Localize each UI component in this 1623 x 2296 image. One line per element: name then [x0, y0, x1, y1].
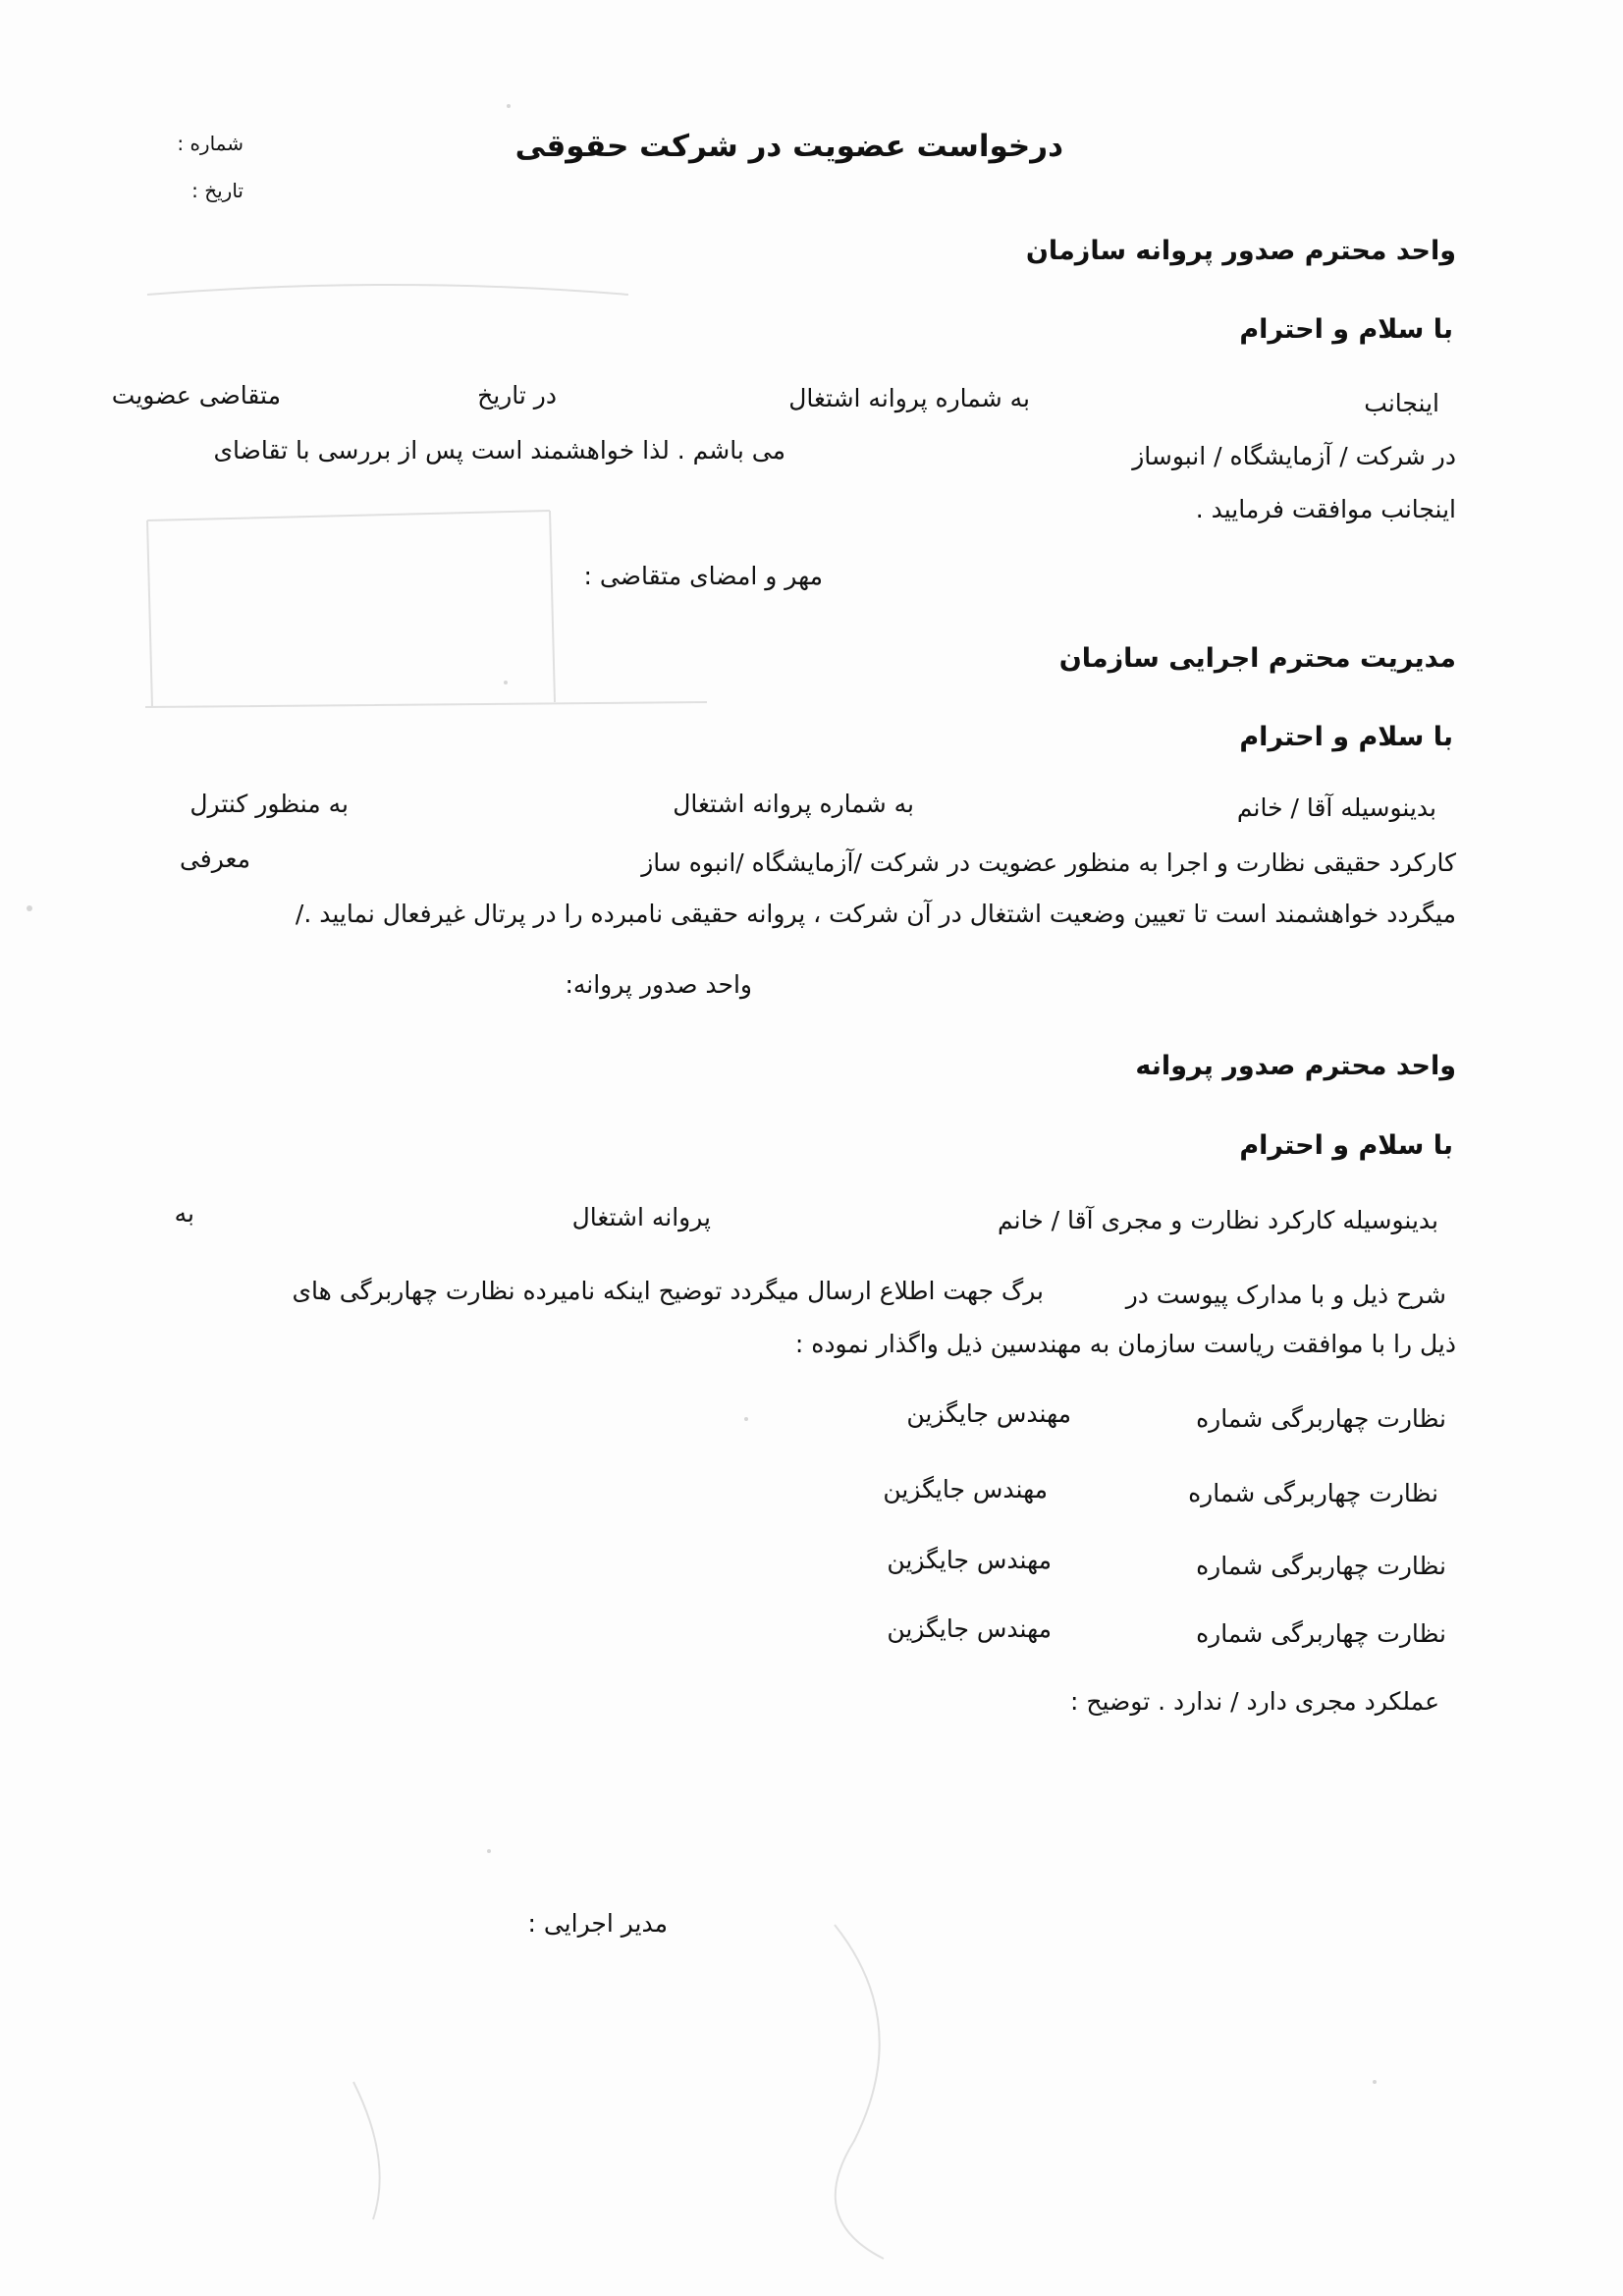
section3-heading: واحد محترم صدور پروانه — [1135, 1051, 1456, 1081]
section2-line1-part2: به شماره پروانه اشتغال — [673, 790, 914, 818]
row-4-label: نظارت چهاربرگی شماره — [1196, 1619, 1446, 1648]
section2-signature-label: واحد صدور پروانه: — [565, 970, 752, 999]
row-2-label: نظارت چهاربرگی شماره — [1188, 1479, 1438, 1507]
number-label: شماره : — [177, 132, 243, 155]
row-4-engineer: مهندس جایگزین — [887, 1614, 1052, 1643]
section2-line2-part2: معرفی — [179, 845, 250, 873]
section2-line2-part1: کارکرد حقیقی نظارت و اجرا به منظور عضویت در شرکت /آزمایشگاه /انبوه ساز — [641, 848, 1456, 877]
section1-line1-part3: در تاریخ — [477, 381, 557, 410]
section2-heading: مدیریت محترم اجرایی سازمان — [1058, 643, 1456, 674]
section1-line1-part4: متقاضی عضویت — [111, 381, 281, 410]
section2-line1-part3: به منظور کنترل — [189, 790, 349, 818]
section1-greeting: با سلام و احترام — [1239, 314, 1453, 345]
section3-line1-part1: بدینوسیله کارکرد نظارت و مجری آقا / خانم — [998, 1206, 1438, 1234]
row-2-engineer: مهندس جایگزین — [883, 1475, 1048, 1503]
row-1-label: نظارت چهاربرگی شماره — [1196, 1404, 1446, 1433]
section3-line2-part2: برگ جهت اطلاع ارسال میگردد توضیح اینکه نامیرده نظارت چهاربرگی های — [292, 1277, 1044, 1305]
section3-line1-part3: به — [174, 1199, 194, 1228]
section1-line1-part2: به شماره پروانه اشتغال — [788, 384, 1030, 412]
section1-line1-part1: اینجانب — [1364, 389, 1439, 417]
section1-line2-part2: می باشم . لذا خواهشمند است پس از بررسی با تقاضای — [213, 436, 785, 465]
section1-signature-label: مهر و امضای متقاضی : — [583, 562, 823, 590]
section3-line3: ذیل را با موافقت ریاست سازمان به مهندسین ذیل واگذار نموده : — [794, 1330, 1456, 1358]
row-3-engineer: مهندس جایگزین — [887, 1546, 1052, 1574]
section1-heading: واحد محترم صدور پروانه سازمان — [1025, 236, 1456, 266]
section3-line1-part2: پروانه اشتغال — [571, 1203, 711, 1231]
section3-signature-label: مدیر اجرایی : — [527, 1909, 668, 1938]
row-1-engineer: مهندس جایگزین — [906, 1399, 1071, 1428]
date-label: تاریخ : — [191, 179, 243, 202]
row-3-label: نظارت چهاربرگی شماره — [1196, 1552, 1446, 1580]
section2-line1-part1: بدینوسیله آقا / خانم — [1236, 793, 1436, 822]
section2-line3: میگردد خواهشمند است تا تعیین وضعیت اشتغال در آن شرکت ، پروانه حقیقی نامبرده را در پرتال غیرفعال نمایید ./ — [295, 900, 1456, 928]
section1-line2-part1: در شرکت / آزمایشگاه / انبوساز — [1132, 442, 1456, 470]
performance-line: عملکرد مجری دارد / ندارد . توضیح : — [1070, 1687, 1439, 1716]
page-title: درخواست عضویت در شرکت حقوقی — [514, 129, 1063, 164]
section3-line2-part1: شرح ذیل و با مدارک پیوست در — [1125, 1281, 1446, 1309]
section2-greeting: با سلام و احترام — [1239, 722, 1453, 752]
section1-line3: اینجانب موافقت فرمایید . — [1195, 495, 1456, 523]
section3-greeting: با سلام و احترام — [1239, 1130, 1453, 1161]
